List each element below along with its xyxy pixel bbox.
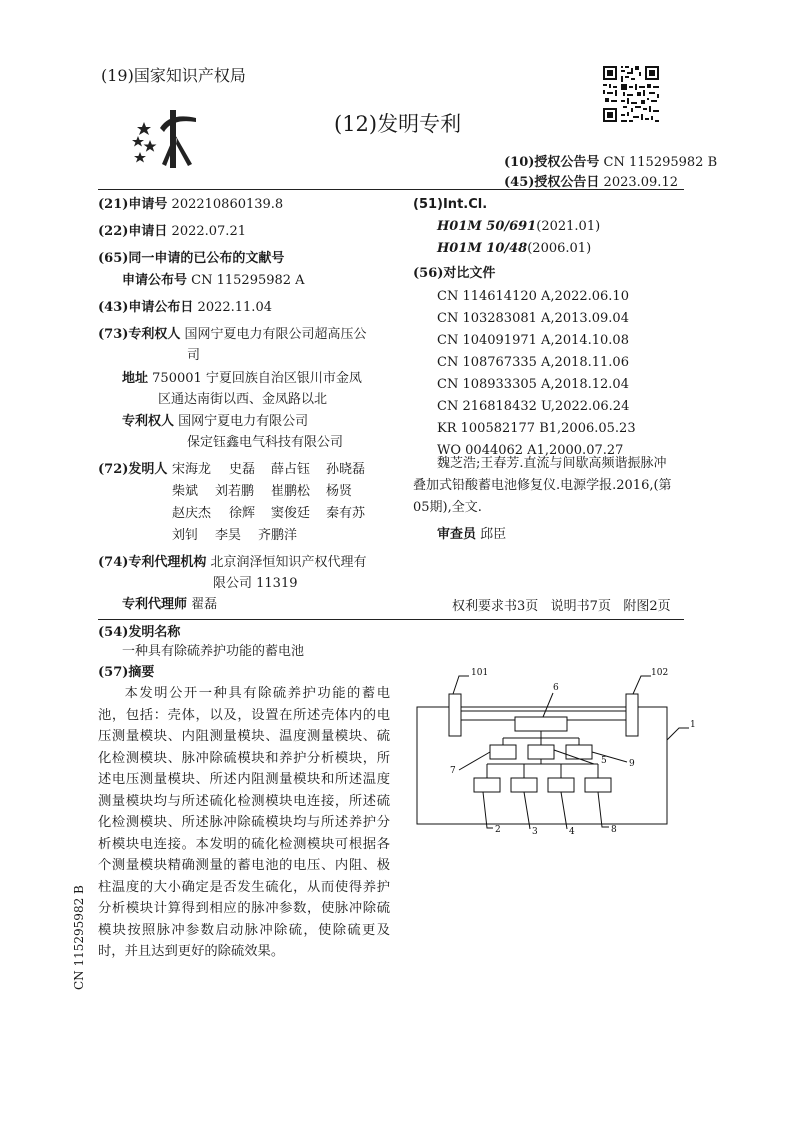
- leader-6: [543, 693, 553, 717]
- label-1: 1: [690, 720, 696, 730]
- agency-line-1: [98, 554, 367, 572]
- module-3-box: [511, 778, 537, 792]
- patentee2-line-1: [122, 413, 308, 431]
- patentee2-label: 专利权人: [122, 414, 175, 429]
- abstract-figure: [413, 660, 713, 840]
- office-name: (19)国家知识产权局: [101, 66, 246, 85]
- inventor-name: 宋海龙: [172, 462, 212, 477]
- references-label: (56)对比文件: [413, 266, 496, 281]
- page-counts: 权利要求书3页 说明书7页 附图2页: [452, 599, 671, 614]
- inventor-name: 薛占钰: [271, 462, 311, 477]
- label-101: 101: [471, 668, 489, 678]
- leader-1: [667, 728, 689, 740]
- cnipa-logo-icon: [130, 108, 202, 170]
- agent-label: 专利代理师: [122, 597, 188, 612]
- inventor-name: 柴斌: [172, 484, 199, 499]
- inventor-name: 孙晓磊: [326, 462, 366, 477]
- abstract-label: (57)摘要: [98, 665, 155, 680]
- intcl-year: (2006.01): [527, 241, 592, 256]
- reference-item: CN 216818432 U,2022.06.24: [437, 399, 630, 414]
- intcl-item: [437, 240, 591, 258]
- leader-102: [633, 676, 651, 694]
- agent: [122, 596, 217, 614]
- module-5-box: [528, 745, 554, 759]
- header-divider: [98, 189, 684, 190]
- patentee2-value-2: 保定钰鑫电气科技有限公司: [187, 435, 344, 450]
- publication-date-label: (43)申请公布日: [98, 300, 194, 315]
- inventor-name: 徐辉: [229, 506, 256, 521]
- address-value-2: 区通达南街以西、金凤路以北: [158, 392, 328, 407]
- grant-number-label: (10)授权公告号: [504, 155, 600, 170]
- label-3: 3: [532, 827, 538, 837]
- terminal-left: [449, 694, 461, 736]
- grant-date: [504, 171, 678, 190]
- intcl-item: [437, 218, 600, 236]
- leader-3: [524, 792, 530, 829]
- section-divider: [98, 619, 684, 620]
- nonpatent-ref-line-3: 05期),全文.: [413, 500, 482, 515]
- label-7: 7: [450, 766, 456, 776]
- agent-value: 翟磊: [191, 597, 218, 612]
- examiner-value: 邱臣: [480, 527, 507, 542]
- module-7-box: [490, 745, 516, 759]
- inventor-name: 崔鹏松: [271, 484, 311, 499]
- leader-4: [561, 792, 567, 829]
- grant-number-value: CN 115295982 B: [603, 155, 718, 170]
- nonpatent-ref-line-1: 魏芝浩;王春芳.直流与间歇高频谐振脉冲: [437, 456, 667, 471]
- reference-item: KR 100582177 B1,2006.05.23: [437, 421, 636, 436]
- application-number-label: (21)申请号: [98, 197, 168, 212]
- side-document-number: CN 115295982 B: [72, 885, 86, 990]
- module-8-box: [585, 778, 611, 792]
- leader-7: [459, 752, 490, 770]
- leader-8: [598, 792, 609, 827]
- intcl-label: (51)Int.Cl.: [413, 197, 488, 212]
- application-date-label: (22)申请日: [98, 224, 168, 239]
- address-label: 地址: [122, 371, 149, 386]
- reference-item: CN 103283081 A,2013.09.04: [437, 311, 629, 326]
- examiner-label: 审查员: [437, 527, 477, 542]
- inventor-name: 窦俊廷: [271, 506, 311, 521]
- leader-101: [453, 676, 469, 694]
- publication-number-value: CN 115295982 A: [191, 273, 305, 288]
- application-number-value: 202210860139.8: [171, 197, 284, 212]
- module-4-box: [548, 778, 574, 792]
- label-4: 4: [569, 827, 575, 837]
- module-6-box: [515, 717, 567, 731]
- inventor-name: 刘钊: [172, 528, 199, 543]
- address-value-1: 750001 宁夏回族自治区银川市金凤: [152, 371, 362, 386]
- grant-date-label: (45)授权公告日: [504, 175, 600, 190]
- publication-date: [98, 299, 272, 317]
- patentee-value-2: 司: [187, 348, 201, 363]
- label-6: 6: [553, 683, 559, 693]
- patentee-value-1: 国网宁夏电力有限公司超高压公: [184, 327, 367, 342]
- nonpatent-ref-line-2: 叠加式铅酸蓄电池修复仪.电源学报.2016,(第: [413, 478, 672, 493]
- inventor-name: 杨贤: [326, 484, 353, 499]
- reference-item: CN 108933305 A,2018.12.04: [437, 377, 629, 392]
- inventor-name: 齐鹏洋: [258, 528, 298, 543]
- reference-item: WO 0044062 A1,2000.07.27: [437, 443, 624, 458]
- application-date: [98, 223, 246, 241]
- publication-number-label: 申请公布号: [122, 273, 188, 288]
- intcl-code: H01M 10/48: [437, 241, 528, 256]
- publication-number: [122, 272, 305, 290]
- application-date-value: 2022.07.21: [171, 224, 246, 239]
- application-number: [98, 196, 283, 214]
- inventor-name: 史磊: [229, 462, 256, 477]
- inventor-name: 李昊: [215, 528, 242, 543]
- patentee-label: (73)专利权人: [98, 327, 181, 342]
- agency-value-1: 北京润泽恒知识产权代理有: [210, 555, 367, 570]
- agency-value-2: 限公司 11319: [213, 576, 298, 591]
- inventor-label: (72)发明人: [98, 462, 168, 477]
- terminal-right: [626, 694, 638, 736]
- invention-title: 一种具有除硫养护功能的蓄电池: [122, 644, 305, 659]
- module-2-box: [474, 778, 500, 792]
- leader-2: [483, 792, 493, 828]
- examiner: [437, 526, 506, 544]
- inventor-name: 秦有苏: [326, 506, 366, 521]
- patentee-line-1: [98, 326, 367, 344]
- label-5: 5: [601, 756, 607, 766]
- inventor-name: 刘若鹏: [215, 484, 255, 499]
- abstract-text: 本发明公开一种具有除硫养护功能的蓄电池，包括：壳体，以及，设置在所述壳体内的电压测量模块、内阻测量模块、温度测量模块、硫化检测模块、脉冲除硫模块和养护分析模块，所述电压测量模块、所述内阻测量模块和所述温度测量模块均与所述硫化检测模块电连接，所述硫化检测模块、所述脉冲除硫模块均与所述养护分析模块电连接。本发明的硫化检测模块可根据各个测量模块精确测量的蓄电池的电压、内阻、极柱温度的大小确定是否发生硫化，从而使得养护分析模块计算得到相应的脉冲参数，使脉冲除硫模块按照脉冲参数启动脉冲除硫，使除硫更及时，并且达到更好的除硫效果。: [98, 686, 390, 959]
- label-102: 102: [651, 668, 669, 678]
- title-label: (54)发明名称: [98, 625, 181, 640]
- reference-item: CN 104091971 A,2014.10.08: [437, 333, 629, 348]
- label-8: 8: [611, 825, 617, 835]
- leader-9: [592, 752, 627, 762]
- document-type: (12)发明专利: [334, 112, 462, 136]
- leader-5: [554, 750, 594, 764]
- agency-label: (74)专利代理机构: [98, 555, 207, 570]
- address-line-1: [122, 370, 362, 388]
- inventor-name: 赵庆杰: [172, 506, 212, 521]
- intcl-year: (2021.01): [536, 219, 601, 234]
- intcl-code: H01M 50/691: [437, 219, 537, 234]
- grant-date-value: 2023.09.12: [603, 175, 678, 190]
- grant-number: [504, 151, 717, 170]
- patentee2-value-1: 国网宁夏电力有限公司: [178, 414, 309, 429]
- qr-code-icon: [603, 66, 659, 122]
- reference-item: CN 108767335 A,2018.11.06: [437, 355, 629, 370]
- label-2: 2: [495, 825, 501, 835]
- label-9: 9: [629, 759, 635, 769]
- module-9-box: [566, 745, 592, 759]
- reference-item: CN 114614120 A,2022.06.10: [437, 289, 629, 304]
- publication-section-title: (65)同一申请的已公布的文献号: [98, 251, 285, 266]
- publication-date-value: 2022.11.04: [197, 300, 272, 315]
